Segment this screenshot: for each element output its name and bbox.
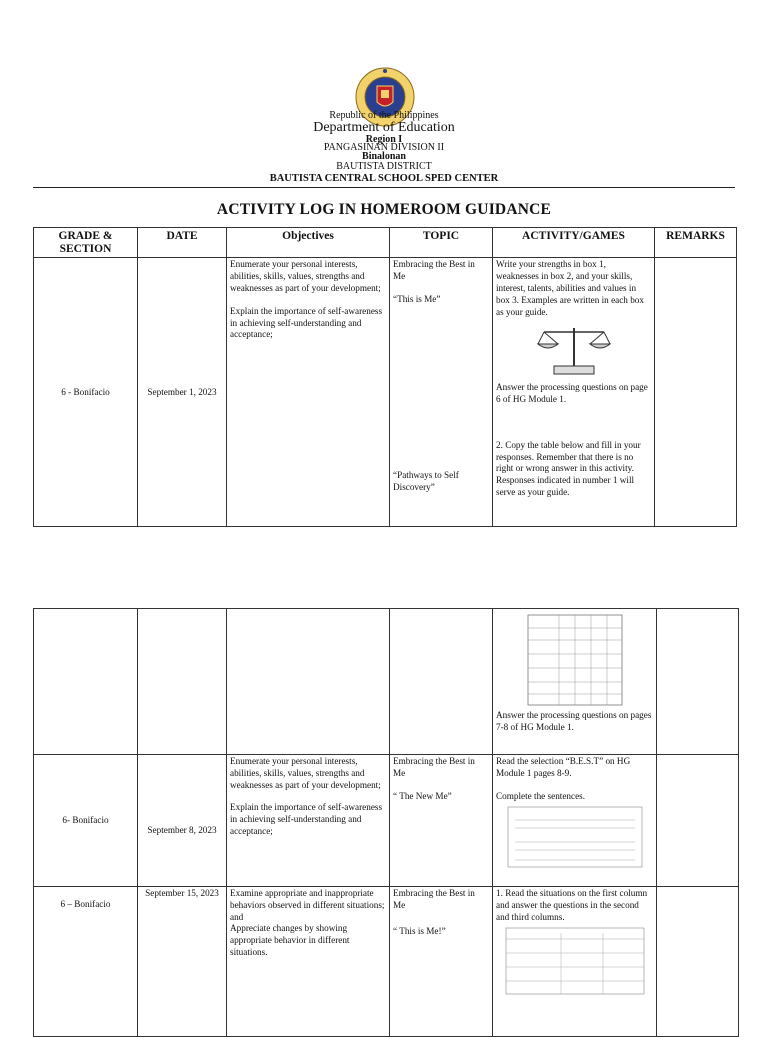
column-header-topic: TOPIC <box>390 228 493 258</box>
objective-text: Enumerate your personal interests, abilities, skills, values, strengths and weaknesses as part of your development; <box>230 756 381 790</box>
objective-text: Enumerate your personal interests, abilities, skills, values, strengths and weaknesses as part of your development; <box>230 259 381 293</box>
table-row <box>34 755 739 887</box>
topic-text: Embracing the Best in Me <box>393 888 475 910</box>
balance-scale-image <box>534 322 614 378</box>
grade-cell: 6 - Bonifacio <box>34 258 138 527</box>
topic-cell <box>390 887 493 1037</box>
column-header-activity: ACTIVITY/GAMES <box>493 228 655 258</box>
page-title: ACTIVITY LOG IN HOMEROOM GUIDANCE <box>216 201 552 218</box>
objectives-cell <box>227 609 390 755</box>
objectives-cell <box>227 887 390 1037</box>
topic-cell <box>390 258 493 527</box>
district-line: BAUTISTA DISTRICT <box>336 161 432 172</box>
remarks-cell <box>657 755 739 887</box>
region-line: Region I <box>365 134 403 145</box>
grade-cell: 6 – Bonifacio <box>34 887 138 1037</box>
situations-table-image <box>505 927 645 995</box>
activity-cell <box>493 609 657 755</box>
activity-text: Write your strengths in box 1, weaknesses in box 2, and your skills, interest, talents, abilities and values in box 3. Examples are written in each box as your guide. <box>496 259 644 317</box>
activity-cell <box>493 755 657 887</box>
objectives-cell <box>227 258 390 527</box>
objective-text: and <box>230 911 244 922</box>
sentence-completion-image <box>507 806 643 868</box>
objective-text: Explain the importance of self-awareness in achieving self-understanding and acceptance; <box>230 305 383 340</box>
column-header-remarks: REMARKS <box>655 228 737 258</box>
topic-cell <box>390 755 493 887</box>
objective-text: Examine appropriate and inappropriate behaviors observed in different situations; <box>230 888 385 910</box>
activity-text: Answer the processing questions on pages 7-8 of HG Module 1. <box>496 710 652 732</box>
activity-text: 2. Copy the table below and fill in your responses. Remember that there is no right or wrong answer in this activity. Responses indicated in number 1 will serve as your guide. <box>496 439 641 497</box>
republic-line: Republic of the Philippines <box>329 110 439 121</box>
column-header-grade: GRADE & SECTION <box>34 228 138 258</box>
objectives-cell <box>227 755 390 887</box>
objective-text: Appreciate changes by showing appropriate behavior in different situations. <box>230 923 350 957</box>
activity-text: Complete the sentences. <box>496 790 586 801</box>
topic-text: “Pathways to Self Discovery” <box>393 469 459 492</box>
activity-text: Answer the processing questions on page 6 of HG Module 1. <box>496 382 648 405</box>
activity-cell <box>493 887 657 1037</box>
activity-text: Read the selection “B.E.S.T” on HG Module 1 pages 8-9. <box>496 756 631 778</box>
table-row <box>34 609 739 755</box>
school-line: BAUTISTA CENTRAL SCHOOL SPED CENTER <box>269 173 499 184</box>
topic-text: Embracing the Best in Me <box>393 756 475 778</box>
table-row <box>34 887 739 1037</box>
column-header-objectives: Objectives <box>227 228 390 258</box>
topic-text: Embracing the Best in Me <box>393 259 475 282</box>
activity-cell <box>493 258 655 527</box>
topic-text: “ This is Me!” <box>393 925 446 936</box>
grade-cell: 6- Bonifacio <box>34 755 138 887</box>
date-cell <box>138 609 227 755</box>
activity-log-table <box>33 227 737 527</box>
department-line: Department of Education <box>313 120 455 135</box>
objective-text: Explain the importance of self-awareness in achieving self-understanding and acceptance; <box>230 802 383 836</box>
date-cell: September 15, 2023 <box>138 887 227 1037</box>
topic-text: “This is Me” <box>393 293 441 304</box>
remarks-cell <box>655 258 737 527</box>
activity-log-table-continued <box>33 608 739 1037</box>
response-table-image <box>527 614 623 706</box>
division-line: PANGASINAN DIVISION II <box>323 142 445 153</box>
topic-cell <box>390 609 493 755</box>
column-header-date: DATE <box>138 228 227 258</box>
date-cell: September 8, 2023 <box>138 755 227 887</box>
table-row <box>34 258 737 527</box>
date-cell: September 1, 2023 <box>138 258 227 527</box>
remarks-cell <box>657 887 739 1037</box>
header-divider <box>33 187 735 188</box>
activity-text: 1. Read the situations on the first column and answer the questions in the second and third columns. <box>496 888 648 922</box>
grade-cell <box>34 609 138 755</box>
municipality-line: Binalonan <box>362 151 406 162</box>
remarks-cell <box>657 609 739 755</box>
topic-text: “ The New Me” <box>393 790 452 801</box>
